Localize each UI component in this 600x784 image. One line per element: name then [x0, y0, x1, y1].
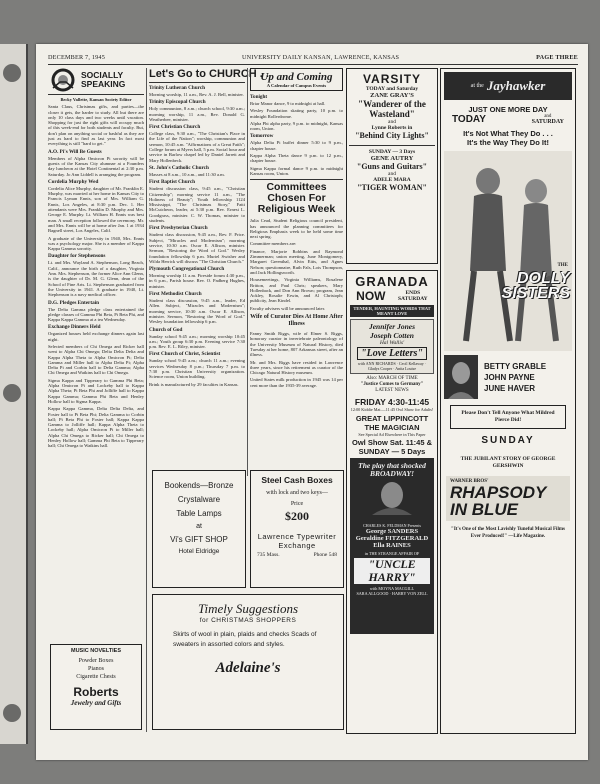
vis-gift-shop-ad	[152, 470, 246, 588]
church-title: Let's Go to CHURCH . .	[149, 68, 245, 83]
committees-paragraph: Faculty advisers will be announced later.	[250, 305, 326, 311]
jayhawker-jubilant: THE JUBILANT STORY OF GEORGE GERSHWIN	[460, 456, 556, 469]
varsity-film-2: "Behind City Lights"	[355, 131, 429, 140]
jayhawker-name: Jayhawker	[486, 78, 546, 93]
roberts-item: Cigarette Chests	[76, 674, 116, 680]
church-name: First Baptist Church	[149, 179, 196, 186]
church-listings	[149, 85, 245, 387]
granada-star-2: Joseph Cotten	[370, 331, 414, 340]
social-masthead	[48, 68, 144, 95]
church-name: St. John's Catholic Church	[149, 164, 209, 171]
cashbox-price: $200	[285, 509, 309, 523]
roberts-ad-head: MUSIC NOVELTIES	[70, 648, 121, 654]
church-name: First Christian Church	[149, 124, 201, 131]
church-schedule: Sunday school 9:45 a.m.; church 11 a.m.; evening services Wednesday 8 p.m.; Thursday 7 p.m. to 7:30 p.m. Christian University organization. Science room, Union building.	[149, 358, 245, 380]
granada-star-4: Geraldine FITZGERALD	[355, 535, 429, 542]
typewriter-exchange-ad	[250, 470, 344, 588]
church-schedule: Student class discussion, 9:45 a.m., Rev. F. Price. Subject, "Miracles and Modernism"; morning service, 10:30 a.m. Oscar E. Allison, minister. Sermon, "Restoring the Word of God." Wesley foundation fellowship 6 p.m. Muriel Swisher and Wilda Herrick will discuss "The Christian Church."	[149, 232, 245, 264]
cashbox-price-label: Price	[290, 501, 304, 507]
granada-plot: The play that shocked BROADWAY!	[358, 461, 426, 478]
typewriter-exchange-name: Lawrence Typewriter Exchange	[257, 532, 337, 550]
actor-portrait-icon	[444, 355, 478, 399]
church-schedule: Morning worship 11 a.m. Fireside forum 4:30 p.m., in 6 p.m., Parish house. Rev. O. Padberg Hughes, minister.	[149, 273, 245, 289]
social-paragraph: Cordelia Alice Murphy, daughter of Mr. Franklin E. Murphy, was married at her home in Kansas City to Francis Lyman Ennis, son of Mrs. William G. Ennis, Los Angeles, at 8:30 p.m. Dec. 1. Her attendants were Mrs. Franklin D. Murphy and Mrs. George E. Murphy. Lt. William H. Ennis was best man. A small reception followed the ceremony. Mr. and Mrs. Ennis will be at home after Jan. 1 at 1934 Bagnell street, Los Angeles, Calif.	[48, 185, 144, 234]
cashbox-desc: with lock and two keys—	[266, 490, 328, 496]
actor-portrait-illustration-icon	[362, 481, 422, 515]
upcoming-event: Alpha Delta Pi buffet dinner 5:30 to 9 p.m., chapter house.	[250, 140, 343, 151]
roberts-name: Roberts	[73, 685, 119, 699]
warner-bros: WARNER BROS'	[450, 479, 489, 484]
newspaper-page	[36, 44, 588, 760]
jayhawker-masthead	[444, 72, 572, 100]
gift-line: Table Lamps	[176, 509, 222, 518]
granada-mid: in THE STRANGE AFFAIR OF	[364, 551, 420, 556]
granada-theater-ad	[346, 270, 438, 734]
roberts-item: Pianos	[87, 666, 104, 672]
church-schedule: Sunday school 9:45 a.m.; morning worship 10:45 a.m.; Youth group 6:30 p.m. Evening service 7:30 p.m. Rev. E. L. Riley, minister.	[149, 333, 245, 350]
granada-see-ad: See Special Ad Elsewhere in This Paper	[358, 432, 426, 437]
page-header	[48, 54, 578, 61]
granada-film-1: "Love Letters"	[357, 347, 427, 360]
social-column	[48, 68, 144, 668]
granada-star-1: Jennifer Jones	[368, 322, 416, 331]
binder-hole	[3, 384, 21, 402]
header-paper: UNIVERSITY DAILY KANSAN, LAWRENCE, KANSAS	[241, 54, 400, 61]
gift-line: at	[196, 523, 202, 530]
jayhawker-slogan: It's the Way They Do It!	[467, 138, 549, 147]
jayhawker-sunday: SUNDAY	[481, 435, 535, 446]
social-paragraph: Organized houses held exchange dinners again last night.	[48, 331, 144, 342]
granada-owl-show: Owl Show Sat. 11:45 & SUNDAY — 5 Days	[351, 438, 433, 456]
gift-shop-location: Hotel Eldridge	[178, 548, 220, 555]
varsity-name: VARSITY	[362, 72, 422, 86]
gift-shop-name: Vi's GIFT SHOP	[170, 535, 228, 544]
social-heading-2: Cordelia Murphy Wed	[48, 178, 99, 185]
typewriter-address: 735 Mass.	[257, 552, 280, 558]
milk-paragraph: United States milk production in 1945 was 14 per cent more than the 1935-39 average.	[250, 377, 343, 388]
granada-now: NOW	[356, 289, 386, 303]
social-paragraph: A graduate of the University in 1940, Mrs. Ennis was a psychology major. She is a member of Kappa Kappa Gamma sorority.	[48, 235, 144, 252]
granada-star-5: Ella RAINES	[373, 542, 411, 549]
church-schedule: Holy communion, 8 a.m.; church school, 9:30 a.m.; morning worship, 11 a.m., Rev. Donald G. Weatherbee, minister.	[149, 106, 245, 122]
adelaines-title: Timely Suggestions	[197, 601, 299, 616]
jayhawker-line: TODAY	[452, 114, 486, 125]
social-title-1: SOCIALLY	[81, 70, 124, 80]
column-divider	[146, 68, 147, 732]
typewriter-phone: Phone 548	[313, 552, 337, 558]
jayhawker-star-2: JOHN PAYNE	[484, 372, 535, 382]
granada-extra: LATEST NEWS	[375, 388, 409, 393]
social-heading-1: A.O. Pi's Will Be Guests	[48, 148, 102, 155]
church-schedule: Student class discussion, 9:45 a.m., leader, Ed Allen. Subject, "Miracles and Modernism"; morning service, 10:30 a.m. Oscar E. Allison, minister. Sermon, "Restoring the Word of God." Wesley foundation fellowship 6 p.m.	[149, 298, 245, 325]
committees-paragraph: Housemeetings, Virginia Williams, Rosalene Britton, and Paul Chris; speakers, Mary Hollenback, and Don Ann Brown; program, Jean Ackley, Rosalie Erwin, and Al Christoph; publicity, Jean Kindel.	[250, 277, 343, 304]
church-name: First Church of Christ, Scientist	[149, 351, 221, 358]
varsity-line: SUNDAY — 3 Days	[349, 145, 435, 155]
upcoming-heading: Tonight	[250, 94, 268, 100]
jayhawker-star-1: BETTY GRABLE	[484, 361, 547, 371]
binder-hole	[3, 64, 21, 82]
upcoming-event: Kappa Alpha Theta dance 9 p.m. to 12 p.m., chapter house.	[250, 153, 343, 164]
social-heading-5: Exchange Dinners Held	[48, 324, 101, 331]
header-date: DECEMBER 7, 1945	[48, 54, 105, 61]
social-paragraph: Selected members of Chi Omega and Ricker hall went to Alpha Chi Omega; Delta Delta Delta and Kappa Alpha Theta to Alpha Omicron Pi; Delta Gamma and Miller hall to Alpha Delta Pi; Alpha Delta Pi and Corbin hall to Delta Gamma; Alpha Chi Omega and Watkins hall to Chi Omega.	[48, 343, 144, 376]
social-paragraph: Members of Alpha Omicron Pi sorority will be guests of the Kansas City alumnae at a Founders day luncheon at the Hotel Continental at 2:30 p.m. Saturday. Jo Ann Liddell is arranging the program.	[48, 155, 144, 177]
varsity-line: ZANE GRAY'S	[370, 92, 414, 99]
granada-star-3: George SANDERS	[365, 528, 419, 535]
granada-ends: ENDS SATURDAY	[397, 290, 428, 302]
gift-line: Crystalware	[177, 495, 221, 504]
upcoming-heading: Tomorrow	[250, 133, 274, 140]
social-heading-4: D.G. Pledges Entertain	[48, 299, 100, 306]
granada-presents: CHARLES K. FELDMAN Presents	[363, 523, 421, 528]
social-paragraph: The Delta Gamma pledge class entertained the pledge classes of Gamma Phi Beta, Pi Beta Phi, and Kappa Kappa Gamma at a tea Wednesday.	[48, 306, 144, 323]
upcoming-event: Briar Manor dance, 9 to midnight at hall.	[250, 101, 326, 106]
granada-film-2: "UNCLE HARRY"	[354, 558, 430, 584]
varsity-theater-ad	[346, 68, 438, 264]
granada-name: GRANADA	[355, 274, 429, 289]
varsity-line: Lynne Roberts in	[371, 125, 413, 131]
adelaines-ad	[152, 594, 344, 730]
church-name: First Methodist Church	[149, 291, 202, 298]
dolly-sisters-poster	[444, 151, 572, 351]
binder-strip	[0, 44, 28, 744]
church-schedule: Morning worship, 11 a.m., Rev. A. J. Bell, minister.	[149, 92, 244, 97]
church-schedule: Masses at 8 a.m., 10 a.m., and 11:30 a.m.	[149, 171, 225, 177]
varsity-film-4: "TIGER WOMAN"	[357, 183, 427, 192]
social-heading-3: Daughter for Stephensons	[48, 253, 106, 260]
wreath-illustration-icon	[48, 68, 78, 92]
committees-paragraph: Julia Cead, Student Religious council president, has announced the planning committees for Religious Emphasis week to be held some time next spring.	[250, 218, 343, 240]
curator-paragraph: Fanny Smith Riggs, wife of Elmer S. Riggs, honorary curator in invertebrate paleontology of the University Museum of Natural History, died Tuesday at her home, 807 Arkansas street, after an illness.	[250, 331, 343, 358]
varsity-film-1: "Wanderer of the Wasteland"	[358, 99, 426, 119]
social-paragraph: Sigma Kappa and Tipperary to Gamma Phi Beta; Alpha Omicron Pi and Lockeby hall to Kappa Alpha Theta; Pi Beta Phi and Jolliffe hall to Kappa Kappa Gamma; Gamma Phi Beta and Henley Hollow hall to Sigma Kappa.	[48, 377, 144, 404]
church-schedule: Brink is manufactured by 29 faculties in Kansas.	[149, 381, 239, 387]
upcoming-title: Up and Coming	[260, 71, 333, 83]
church-name: Church of God	[149, 326, 183, 333]
cashbox-title: Steel Cash Boxes	[261, 475, 333, 485]
upcoming-event: Wesley Foundation skating party, 10 p.m. to midnight Rollerdrome.	[250, 108, 343, 119]
church-name: Plymouth Congregational Church	[149, 266, 225, 273]
granada-extra: Also: MARCH OF TIME	[366, 376, 418, 381]
church-schedule: Student discussion class, 9:45 a.m., "Christian Citizenship"; morning service 11 a.m., "The Holiness of Beauty"; Youth fellowship 1124 Mississippi, "The Christmas Story," Fatti McCutcheon, leader, at 5:30 p.m. Rev. Ernest L. Goodgrass, minister. C. W. Thomas, minister to students.	[149, 186, 245, 224]
mildred-pierce-note: Please Don't Tell Anyone What Mildred Pierce Did!	[450, 405, 566, 429]
jayhawker-theater-ad	[440, 68, 576, 734]
gift-line: Bookends—Bronze	[164, 481, 234, 490]
social-title-2: SPEAKING	[81, 79, 126, 89]
church-schedule: College class, 9:30 a.m., "The Christian's Place in the Life of the Nation"; worship, communion and sermon, 10:45 a.m. "Affirmations of a Great Faith"; College forum at Myers hall, 5 p.m. Social hour and service in Barlow chapel led by Daniel Jarrett and Mary Hollenbeck.	[149, 131, 245, 163]
committees-headline: Committees Chosen For Religious Week	[257, 181, 336, 216]
adelaines-logo: Adelaine's	[215, 660, 281, 676]
jayhawker-line: and	[544, 114, 552, 119]
granada-more-cast: SARA ALLGOOD · HARRY VON ZELL	[356, 591, 428, 596]
varsity-line: ADELE MARA	[373, 177, 411, 183]
varsity-line: TODAY and Saturday	[365, 86, 419, 92]
church-name: Trinity Episcopal Church	[149, 99, 206, 106]
committees-paragraph: Finance, Marjorie Robbins and Raymond Zimmerman; union meeting, June Montgomery, Margaret Greenthal, Alvin Eitts, and Agnes Nelson; questionnaire, Ruth Fals, Lois Thompson, and Jack Hollingsworth.	[250, 248, 343, 275]
upcoming-subtitle: A Calendar of Campus Events	[266, 83, 327, 88]
social-paragraph: Lt. and Mrs. Wayland A. Stephenson, Long Beach, Calif., announce the birth of a daughter, Virginia Ann. Mrs. Stephenson, the former Alice Ann Glenn, is the daughter of Dr. M. G. Glenn, dean of the School of Fine Arts. Lt. Stephenson graduated from the University in 1941. A graduate in 1940, Lt. Stephenson is a navy medical officer.	[48, 260, 144, 298]
header-rule	[48, 64, 578, 65]
curator-paragraph: Mr. and Mrs. Riggs have resided in Lawrence three years, since his retirement as curator of the Chicago Natural History museum.	[250, 359, 343, 376]
life-magazine-quote: "It's One of the Most Lavishly Tuneful Musical Films Ever Produced!" —Life Magazine.	[451, 527, 565, 539]
granada-producer: Hal Wallis'	[379, 340, 405, 346]
roberts-tagline: Jewelry and Gifts	[70, 699, 122, 707]
roberts-item: Powder Boxes	[78, 658, 114, 664]
church-name: First Presbyterian Church	[149, 225, 208, 232]
rhapsody-title: RHAPSODY IN BLUE	[450, 483, 547, 519]
binder-hole	[3, 704, 21, 722]
upcoming-event: Alpha Phi alpha party, 9 p.m. to midnight, Kansas room, Union.	[250, 120, 343, 132]
social-intro: Santa Claus, Christmas gifts, and parties—the closer it gets, the harder to study. All but there are only 10 class days and two weeks until vacation. Shopping for just the right gifts will occupy much of this week-end for both students and faculty. But, don't plan on anything social or bashful as they are just as hard to find as last year. In fact most everything is still "hard to get."	[48, 104, 144, 147]
church-name: Trinity Lutheran Church	[149, 85, 206, 91]
rhapsody-poster	[446, 476, 570, 521]
varsity-film-3: "Guns and Guitars"	[356, 162, 428, 171]
granada-extra: "Justice Comes to Germany"	[360, 382, 424, 387]
varsity-line: and	[388, 119, 396, 125]
granada-magician: GREAT LIPPINCOTT THE MAGICIAN	[355, 414, 429, 432]
campus-column	[250, 68, 343, 488]
dancers-illustration-icon	[444, 151, 572, 351]
section-rule	[250, 179, 343, 180]
jayhawker-line: JUST ONE MORE DAY	[468, 105, 548, 114]
jayhawker-star-3: JUNE HAVER	[484, 383, 535, 393]
jayhawker-at: at the	[470, 83, 484, 89]
jayhawker-line: SATURDAY	[531, 119, 564, 125]
social-byline: Becky Vallette, Kansan Society Editor	[60, 97, 132, 102]
love-letters-poster	[350, 319, 434, 374]
varsity-line: GENE AUTRY	[370, 155, 414, 162]
granada-kiddie: 12:00 Kiddie Mat.—11:45 Owl Show for Adults!	[350, 407, 434, 412]
granada-show-times: FRIDAY 4:30-11:45	[354, 397, 430, 407]
granada-cast: with ANN RICHARDS · Cecil Kellaway · Gladys Cooper · Anita Louise	[357, 361, 427, 371]
upcoming-masthead	[250, 68, 343, 91]
adelaines-subtitle: for CHRISTMAS SHOPPERS	[199, 617, 297, 624]
upcoming-event: Sigma Kappa formal dance 9 p.m. to midnight Kansas room, Union.	[250, 165, 343, 176]
granada-tagline: TENDER, HAUNTING WORDS THAT MEANT LOVE	[350, 305, 434, 317]
dolly-sisters-title: DOLLY SISTERS	[501, 270, 570, 302]
committees-paragraph: Committee members are:	[250, 241, 297, 247]
social-paragraph: Kappa Kappa Gamma, Delta Delta Delta, and Foster hall to Pi Beta Phi; Delta Gamma to Corbin hall; Pi Beta Phi to Foster hall; Kappa Kappa Gamma to Jolliffe hall; Kappa Alpha Theta to Lockeby hall; Alpha Omicron Pi to Miller hall; Alpha Chi Omega to Ricker hall; Chi Omega to Henley Hollow hall; Gamma Phi Beta to Tipperary hall; Chi Omega to Watkins hall.	[48, 406, 144, 449]
adelaines-body: Skirts of wool in plain, plaids and checks Scads of sweaters in assorted colors and styles.	[173, 631, 317, 648]
varsity-line: and	[388, 171, 396, 177]
jayhawker-slogan: It's Not What They Do . . .	[463, 129, 553, 138]
dolly-the: THE	[557, 263, 568, 268]
header-page: PAGE THREE	[536, 54, 578, 61]
curator-headline: Wife of Curator Dies At Home After Illness	[250, 314, 343, 328]
uncle-harry-poster	[350, 458, 434, 634]
roberts-ad	[50, 644, 142, 730]
column-divider	[247, 68, 248, 476]
granada-with: with MOYNA MACGILL	[369, 586, 415, 591]
